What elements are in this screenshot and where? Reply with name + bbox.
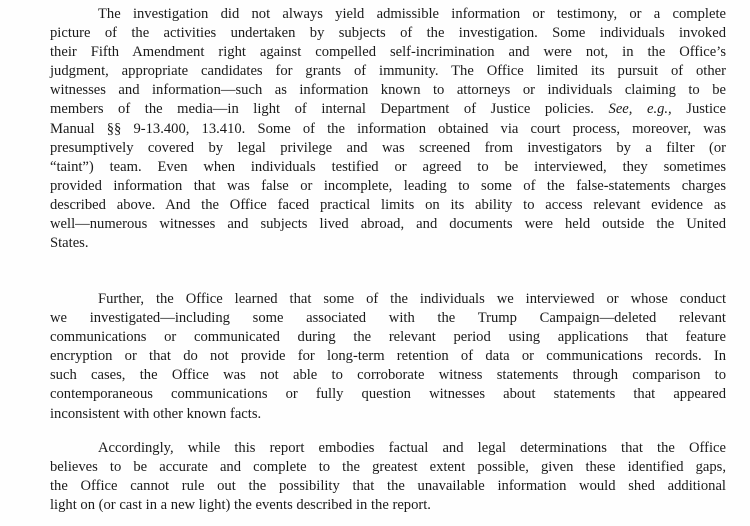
text-line: provided information that was false or incomplete, leading to some of the false-statements charges	[50, 177, 726, 194]
text-line: well—numerous witnesses and subjects lived abroad, and documents were held outside the United	[50, 216, 726, 233]
text-line: light on (or cast in a new light) the events described in the report.	[50, 497, 431, 514]
text-fragment: Justice	[686, 101, 726, 118]
text-line: judgment, appropriate candidates for grants of immunity. The Office limited its pursuit of other	[50, 63, 726, 80]
text-line: States.	[50, 235, 89, 252]
text-line: the Office cannot rule out the possibility that the unavailable information would shed additional	[50, 478, 726, 495]
text-line: encryption or that do not provide for long-term retention of data or communications records. In	[50, 348, 726, 365]
paragraph-conclusion	[50, 439, 726, 515]
text-line: “taint”) team. Even when individuals testified or agreed to be interviewed, they sometimes	[50, 158, 726, 175]
paragraph-deleted-communications	[50, 290, 726, 424]
text-line: inconsistent with other known facts.	[50, 405, 262, 422]
text-line: picture of the activities undertaken by subjects of the investigation. Some individuals invoked	[50, 25, 726, 42]
text-line: we investigated—including some associated with the Trump Campaign—deleted relevant	[50, 310, 726, 327]
text-line: Further, the Office learned that some of the individuals we interviewed or whose conduct	[98, 291, 726, 307]
text-line-with-citation	[50, 100, 726, 119]
text-line: contemporaneous communications or fully question witnesses about statements that appeared	[50, 386, 726, 403]
paragraph-investigation-limits	[50, 5, 726, 253]
text-line: Accordingly, while this report embodies factual and legal determinations that the Office	[98, 440, 726, 456]
text-line: presumptively covered by legal privilege and was screened from investigators by a filter (or	[50, 139, 726, 156]
text-line: such cases, the Office was not able to corroborate witness statements through comparison to	[50, 367, 726, 384]
citation-signal: See, e.g.,	[608, 101, 672, 118]
text-line: Manual §§ 9-13.400, 13.410. Some of the information obtained via court process, moreover, was	[50, 120, 726, 137]
text-line: The investigation did not always yield admissible information or testimony, or a complete	[98, 6, 726, 22]
text-fragment: members of the media—in light of internal Department of Justice policies.	[50, 101, 594, 118]
text-line: their Fifth Amendment right against compelled self-incrimination and were not, in the Office’s	[50, 44, 726, 61]
text-line: described above. And the Office faced practical limits on its ability to access relevant evidence as	[50, 196, 726, 213]
text-line: believes to be accurate and complete to the greatest extent possible, given these identified gaps,	[50, 459, 726, 476]
text-line: communications or communicated during the relevant period using applications that feature	[50, 329, 726, 346]
text-line: witnesses and information—such as information known to attorneys or individuals claiming to be	[50, 82, 726, 99]
